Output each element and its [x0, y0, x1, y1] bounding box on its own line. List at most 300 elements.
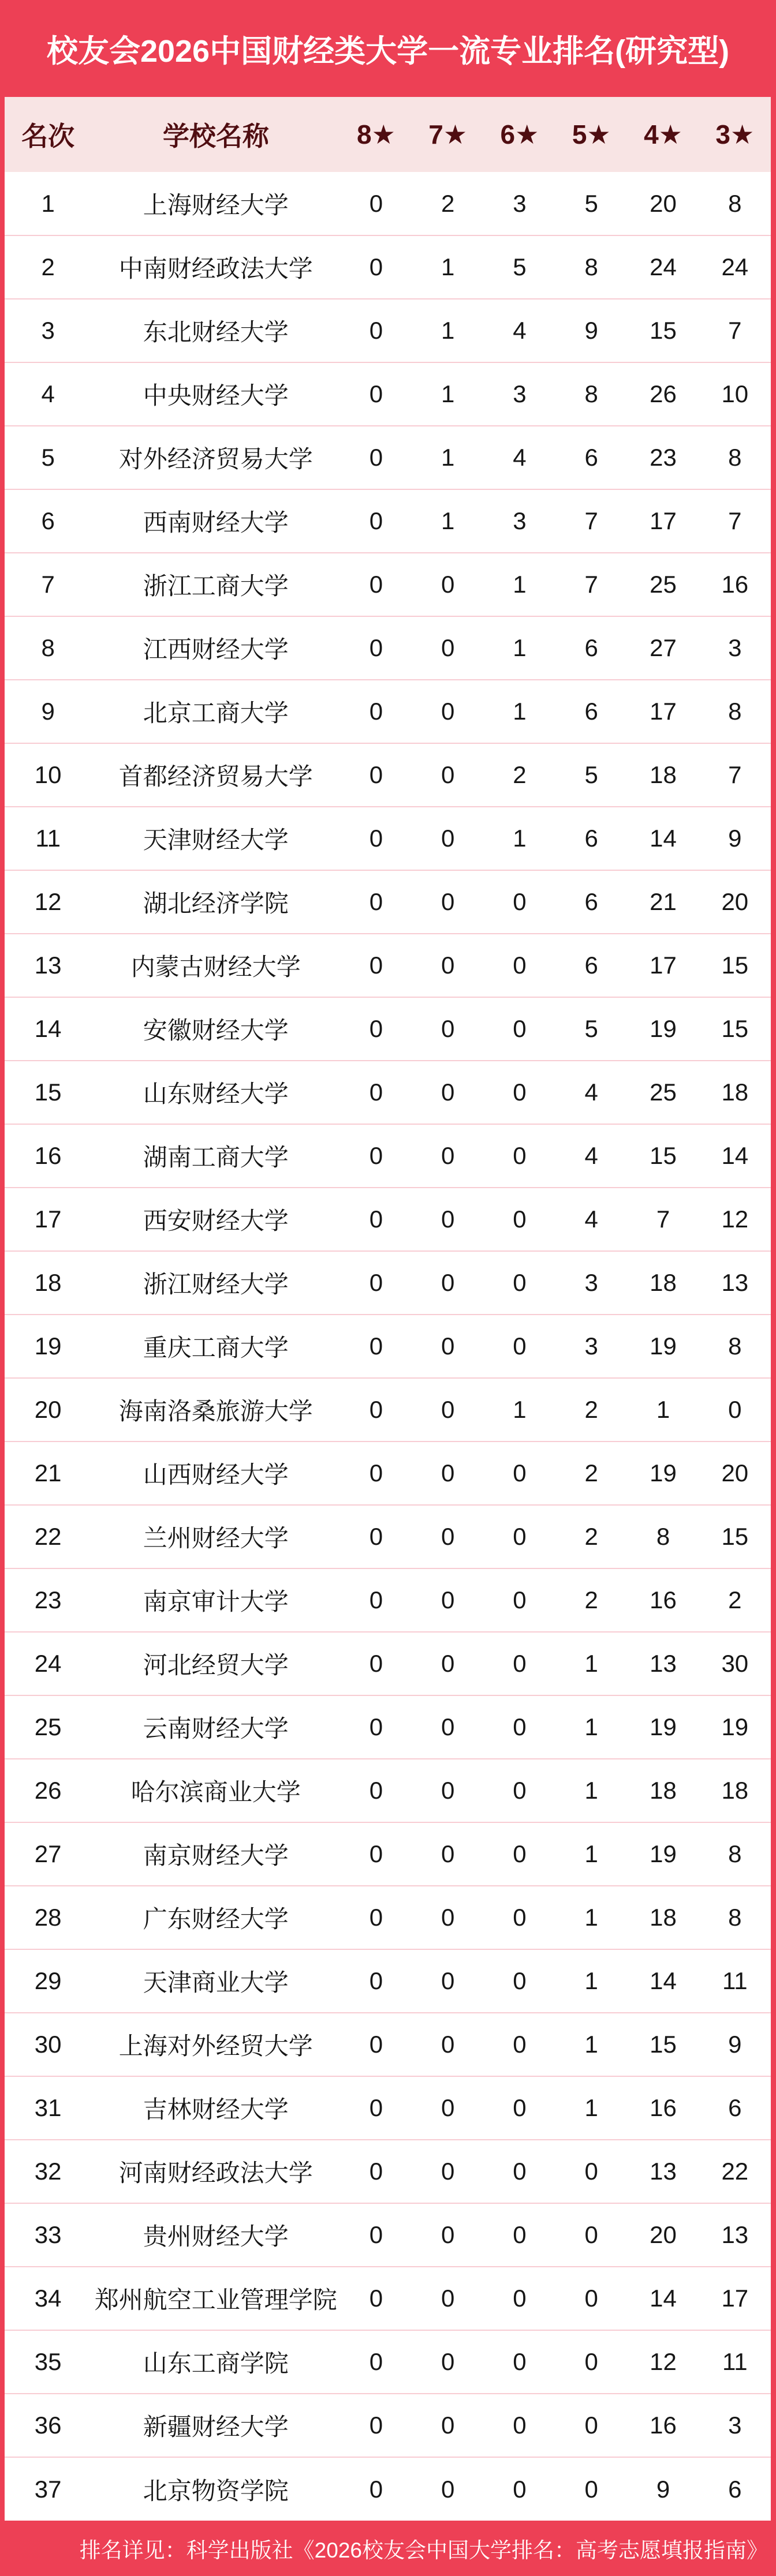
- star-count-cell-6star: 0: [484, 1568, 555, 1632]
- star-count-cell-4star: 19: [627, 997, 699, 1061]
- star-count-cell-3star: 11: [699, 2330, 771, 2394]
- rank-cell: 11: [5, 807, 91, 870]
- star-count-cell-8star: 0: [340, 299, 412, 362]
- star-count-cell-4star: 18: [627, 743, 699, 807]
- star-count-cell-3star: 24: [699, 235, 771, 299]
- star-count-cell-8star: 0: [340, 235, 412, 299]
- star-count-cell-4star: 16: [627, 2394, 699, 2457]
- star-count-cell-4star: 19: [627, 1441, 699, 1505]
- star-count-cell-6star: 0: [484, 1759, 555, 1822]
- star-count-cell-6star: 3: [513, 189, 527, 217]
- star-count-cell-8star: 0: [340, 1568, 412, 1632]
- star-count-cell-8star: 0: [340, 807, 412, 870]
- school-name-cell: 兰州财经大学: [91, 1505, 340, 1568]
- column-header-4star: 4★: [644, 119, 682, 149]
- star-count-cell-3star: 18: [699, 1759, 771, 1822]
- school-name-cell: 北京物资学院: [91, 2457, 340, 2521]
- rank-cell: 4: [5, 362, 91, 426]
- star-count-cell-4star: 18: [627, 1759, 699, 1822]
- table-row: [5, 2140, 771, 2203]
- star-count-cell-6star: 3: [484, 362, 555, 426]
- star-count-cell-3star: 8: [699, 1822, 771, 1886]
- star-count-cell-6star: 0: [484, 2013, 555, 2076]
- star-count-cell-3star: 7: [699, 489, 771, 553]
- star-count-cell-7star: 0: [412, 553, 484, 616]
- star-count-cell-4star: 7: [627, 1188, 699, 1251]
- star-count-cell-3star: 3: [699, 616, 771, 680]
- star-count-cell-7star: 0: [412, 997, 484, 1061]
- table-row: [5, 2330, 771, 2394]
- star-count-cell-8star: 0: [340, 1695, 412, 1759]
- star-count-cell-8star: 0: [340, 2330, 412, 2394]
- star-count-cell-8star: 0: [340, 2267, 412, 2330]
- star-count-cell-6star: 0: [484, 1695, 555, 1759]
- table-row: [5, 1505, 771, 1568]
- rank-cell: 5: [5, 426, 91, 489]
- star-count-cell-6star: 0: [484, 1949, 555, 2013]
- star-count-cell-7star: 0: [412, 934, 484, 997]
- star-count-cell-5star: 7: [555, 489, 627, 553]
- star-count-cell-3star: 7: [699, 743, 771, 807]
- star-count-cell-3star: 9: [699, 2013, 771, 2076]
- table-row: [5, 1251, 771, 1315]
- table-row: [5, 2267, 771, 2330]
- column-header-school: 学校名称: [162, 121, 269, 151]
- column-header-5star: 5★: [572, 119, 611, 149]
- star-count-cell-6star: 5: [484, 235, 555, 299]
- star-count-cell-5star: 2: [555, 1505, 627, 1568]
- rank-cell: 31: [5, 2076, 91, 2140]
- star-count-cell-5star: 8: [555, 235, 627, 299]
- star-count-cell-4star: 8: [627, 1505, 699, 1568]
- star-count-cell-8star: 0: [340, 1505, 412, 1568]
- rank-cell: 19: [5, 1315, 91, 1378]
- star-count-cell-7star: 1: [412, 489, 484, 553]
- column-header-8star: 8★: [357, 119, 396, 149]
- school-name-cell: 内蒙古财经大学: [91, 934, 340, 997]
- star-count-cell-6star: 0: [484, 2140, 555, 2203]
- star-count-cell-3star: 30: [699, 1632, 771, 1695]
- star-count-cell-5star: 6: [555, 807, 627, 870]
- star-count-cell-4star: 19: [627, 1695, 699, 1759]
- rank-cell: 30: [5, 2013, 91, 2076]
- rank-cell: 29: [5, 1949, 91, 2013]
- star-count-cell-8star: 0: [340, 2394, 412, 2457]
- star-count-cell-7star: 0: [412, 1759, 484, 1822]
- star-count-cell-3star: 15: [699, 1505, 771, 1568]
- star-count-cell-8star: 0: [369, 189, 383, 217]
- star-count-cell-8star: 0: [340, 1759, 412, 1822]
- star-count-cell-3star: 8: [699, 1886, 771, 1949]
- star-count-cell-8star: 0: [340, 1061, 412, 1124]
- rank-cell: 8: [5, 616, 91, 680]
- star-count-cell-7star: 0: [412, 2457, 484, 2521]
- star-count-cell-8star: 0: [340, 2457, 412, 2521]
- star-count-cell-8star: 0: [340, 1124, 412, 1188]
- table-row: [5, 172, 771, 235]
- star-count-cell-6star: 0: [484, 934, 555, 997]
- star-count-cell-7star: 0: [412, 1188, 484, 1251]
- rank-cell: 16: [5, 1124, 91, 1188]
- star-count-cell-4star: 27: [627, 616, 699, 680]
- school-name-cell: 郑州航空工业管理学院: [91, 2267, 340, 2330]
- column-header-3star: 3★: [715, 119, 755, 149]
- school-name-cell: 山东财经大学: [91, 1061, 340, 1124]
- school-name-cell: 北京工商大学: [91, 680, 340, 743]
- star-count-cell-8star: 0: [340, 2203, 412, 2267]
- star-count-cell-7star: 0: [412, 616, 484, 680]
- star-count-cell-4star: 18: [627, 1886, 699, 1949]
- star-count-cell-8star: 0: [340, 553, 412, 616]
- star-count-cell-5star: 4: [555, 1188, 627, 1251]
- table-row: [5, 299, 771, 362]
- school-name-cell: 对外经济贸易大学: [91, 426, 340, 489]
- column-header-7star: 7★: [428, 119, 468, 149]
- rank-cell: 15: [5, 1061, 91, 1124]
- school-name-cell: 河北经贸大学: [91, 1632, 340, 1695]
- table-row: [5, 553, 771, 616]
- star-count-cell-4star: 14: [627, 1949, 699, 2013]
- star-count-cell-7star: 0: [412, 1505, 484, 1568]
- table-row: [5, 426, 771, 489]
- star-count-cell-4star: 17: [627, 489, 699, 553]
- school-name-cell: 南京审计大学: [91, 1568, 340, 1632]
- table-body: [5, 172, 771, 2521]
- table-row: [5, 1061, 771, 1124]
- star-count-cell-6star: 2: [484, 743, 555, 807]
- table-row: [5, 1188, 771, 1251]
- star-count-cell-3star: 20: [699, 870, 771, 934]
- school-name-cell: 天津财经大学: [91, 807, 340, 870]
- star-count-cell-3star: 8: [728, 189, 742, 217]
- star-count-cell-3star: 16: [699, 553, 771, 616]
- star-count-cell-6star: 0: [484, 1124, 555, 1188]
- star-count-cell-7star: 0: [412, 1568, 484, 1632]
- star-count-cell-7star: 0: [412, 1695, 484, 1759]
- rank-cell: 1: [41, 189, 55, 217]
- school-name-cell: 天津商业大学: [91, 1949, 340, 2013]
- table-row: [5, 680, 771, 743]
- star-count-cell-7star: 0: [412, 1251, 484, 1315]
- rank-cell: 37: [5, 2457, 91, 2521]
- star-count-cell-8star: 0: [340, 1441, 412, 1505]
- rank-cell: 21: [5, 1441, 91, 1505]
- star-count-cell-7star: 0: [412, 680, 484, 743]
- table-row: [5, 1124, 771, 1188]
- table-row: [5, 1315, 771, 1378]
- rank-cell: 35: [5, 2330, 91, 2394]
- school-name-cell: 河南财经政法大学: [91, 2140, 340, 2203]
- star-count-cell-4star: 14: [627, 2267, 699, 2330]
- school-name-cell: 哈尔滨商业大学: [91, 1759, 340, 1822]
- rank-cell: 34: [5, 2267, 91, 2330]
- star-count-cell-5star: 0: [555, 2203, 627, 2267]
- star-count-cell-6star: 0: [484, 1822, 555, 1886]
- rank-cell: 3: [5, 299, 91, 362]
- table-row: [5, 1822, 771, 1886]
- star-count-cell-6star: 1: [484, 807, 555, 870]
- table-row: [5, 743, 771, 807]
- rank-cell: 20: [5, 1378, 91, 1441]
- title-banner: [0, 0, 776, 97]
- star-count-cell-8star: 0: [340, 2076, 412, 2140]
- star-count-cell-6star: 1: [484, 616, 555, 680]
- star-count-cell-7star: 0: [412, 2076, 484, 2140]
- star-count-cell-7star: 1: [412, 299, 484, 362]
- star-count-cell-6star: 0: [484, 2203, 555, 2267]
- rank-cell: 13: [5, 934, 91, 997]
- star-count-cell-7star: 0: [412, 1632, 484, 1695]
- star-count-cell-7star: 0: [412, 1315, 484, 1378]
- star-count-cell-6star: 3: [484, 489, 555, 553]
- star-count-cell-4star: 15: [627, 2013, 699, 2076]
- ranking-table: [5, 97, 771, 2521]
- star-count-cell-5star: 6: [555, 426, 627, 489]
- star-count-cell-4star: 1: [627, 1378, 699, 1441]
- star-count-cell-4star: 20: [627, 2203, 699, 2267]
- star-count-cell-3star: 2: [699, 1568, 771, 1632]
- star-count-cell-7star: 1: [412, 362, 484, 426]
- star-count-cell-3star: 17: [699, 2267, 771, 2330]
- star-count-cell-4star: 25: [627, 553, 699, 616]
- column-header-rank: 名次: [21, 121, 75, 151]
- star-count-cell-3star: 14: [699, 1124, 771, 1188]
- star-count-cell-4star: 17: [627, 680, 699, 743]
- school-name-cell: 山西财经大学: [91, 1441, 340, 1505]
- star-count-cell-7star: 0: [412, 2140, 484, 2203]
- star-count-cell-8star: 0: [340, 1251, 412, 1315]
- star-count-cell-6star: 0: [484, 1188, 555, 1251]
- school-name-cell: 重庆工商大学: [91, 1315, 340, 1378]
- school-name-cell: 上海财经大学: [143, 191, 289, 219]
- rank-cell: 33: [5, 2203, 91, 2267]
- star-count-cell-7star: 1: [412, 426, 484, 489]
- school-name-cell: 海南洛桑旅游大学: [91, 1378, 340, 1441]
- star-count-cell-3star: 22: [699, 2140, 771, 2203]
- star-count-cell-4star: 13: [627, 1632, 699, 1695]
- star-count-cell-3star: 6: [699, 2457, 771, 2521]
- star-count-cell-6star: 0: [484, 2330, 555, 2394]
- star-count-cell-4star: 20: [650, 189, 677, 217]
- table-row: [5, 2394, 771, 2457]
- star-count-cell-4star: 26: [627, 362, 699, 426]
- school-name-cell: 云南财经大学: [91, 1695, 340, 1759]
- rank-cell: 9: [5, 680, 91, 743]
- star-count-cell-7star: 0: [412, 1061, 484, 1124]
- star-count-cell-5star: 1: [555, 1759, 627, 1822]
- star-count-cell-7star: 0: [412, 1949, 484, 2013]
- star-count-cell-3star: 11: [699, 1949, 771, 2013]
- star-count-cell-3star: 8: [699, 426, 771, 489]
- rank-cell: 25: [5, 1695, 91, 1759]
- table-header-row: [5, 97, 771, 172]
- table-row: [5, 1886, 771, 1949]
- star-count-cell-7star: 0: [412, 807, 484, 870]
- star-count-cell-3star: 15: [699, 997, 771, 1061]
- star-count-cell-5star: 2: [555, 1441, 627, 1505]
- school-name-cell: 江西财经大学: [91, 616, 340, 680]
- rank-cell: 26: [5, 1759, 91, 1822]
- star-count-cell-8star: 0: [340, 616, 412, 680]
- star-count-cell-7star: 0: [412, 1441, 484, 1505]
- star-count-cell-6star: 0: [484, 2457, 555, 2521]
- star-count-cell-5star: 3: [555, 1315, 627, 1378]
- table-row: [5, 1378, 771, 1441]
- star-count-cell-3star: 15: [699, 934, 771, 997]
- star-count-cell-4star: 19: [627, 1822, 699, 1886]
- star-count-cell-7star: 0: [412, 2394, 484, 2457]
- star-count-cell-8star: 0: [340, 1822, 412, 1886]
- star-count-cell-5star: 6: [555, 680, 627, 743]
- school-name-cell: 湖南工商大学: [91, 1124, 340, 1188]
- star-count-cell-4star: 17: [627, 934, 699, 997]
- school-name-cell: 中央财经大学: [91, 362, 340, 426]
- star-count-cell-3star: 3: [699, 2394, 771, 2457]
- table-row: [5, 235, 771, 299]
- column-header-6star: 6★: [500, 119, 539, 149]
- star-count-cell-4star: 23: [627, 426, 699, 489]
- table-row: [5, 1759, 771, 1822]
- star-count-cell-6star: 0: [484, 2267, 555, 2330]
- star-count-cell-8star: 0: [340, 1188, 412, 1251]
- star-count-cell-5star: 0: [555, 2267, 627, 2330]
- table-row: [5, 934, 771, 997]
- footer-note: 排名详见：科学出版社《2026校友会中国大学排名：高考志愿填报指南》: [79, 2538, 768, 2562]
- star-count-cell-4star: 15: [627, 299, 699, 362]
- school-name-cell: 贵州财经大学: [91, 2203, 340, 2267]
- star-count-cell-4star: 25: [627, 1061, 699, 1124]
- star-count-cell-7star: 0: [412, 743, 484, 807]
- star-count-cell-5star: 3: [555, 1251, 627, 1315]
- star-count-cell-3star: 13: [699, 2203, 771, 2267]
- star-count-cell-5star: 5: [584, 189, 598, 217]
- rank-cell: 17: [5, 1188, 91, 1251]
- star-count-cell-5star: 1: [555, 1886, 627, 1949]
- star-count-cell-8star: 0: [340, 426, 412, 489]
- school-name-cell: 吉林财经大学: [91, 2076, 340, 2140]
- table-row: [5, 1632, 771, 1695]
- star-count-cell-6star: 0: [484, 1441, 555, 1505]
- table-row: [5, 2013, 771, 2076]
- star-count-cell-5star: 2: [555, 1568, 627, 1632]
- star-count-cell-5star: 1: [555, 1822, 627, 1886]
- table-row: [5, 870, 771, 934]
- table-row: [5, 1441, 771, 1505]
- star-count-cell-3star: 6: [699, 2076, 771, 2140]
- star-count-cell-5star: 4: [555, 1061, 627, 1124]
- star-count-cell-5star: 5: [555, 743, 627, 807]
- school-name-cell: 上海对外经贸大学: [91, 2013, 340, 2076]
- star-count-cell-5star: 1: [555, 1632, 627, 1695]
- star-count-cell-3star: 0: [699, 1378, 771, 1441]
- star-count-cell-3star: 8: [699, 1315, 771, 1378]
- star-count-cell-4star: 12: [627, 2330, 699, 2394]
- star-count-cell-8star: 0: [340, 2013, 412, 2076]
- star-count-cell-8star: 0: [340, 1949, 412, 2013]
- star-count-cell-7star: 1: [412, 235, 484, 299]
- school-name-cell: 中南财经政法大学: [91, 235, 340, 299]
- star-count-cell-6star: 0: [484, 1061, 555, 1124]
- star-count-cell-7star: 0: [412, 1378, 484, 1441]
- rank-cell: 6: [5, 489, 91, 553]
- star-count-cell-6star: 0: [484, 1632, 555, 1695]
- school-name-cell: 新疆财经大学: [91, 2394, 340, 2457]
- star-count-cell-3star: 7: [699, 299, 771, 362]
- table-row: [5, 1568, 771, 1632]
- star-count-cell-5star: 0: [555, 2140, 627, 2203]
- star-count-cell-8star: 0: [340, 2140, 412, 2203]
- star-count-cell-3star: 8: [699, 680, 771, 743]
- star-count-cell-5star: 2: [555, 1378, 627, 1441]
- star-count-cell-8star: 0: [340, 362, 412, 426]
- table-row: [5, 2203, 771, 2267]
- star-count-cell-6star: 1: [484, 553, 555, 616]
- star-count-cell-3star: 10: [699, 362, 771, 426]
- star-count-cell-5star: 9: [555, 299, 627, 362]
- star-count-cell-4star: 16: [627, 1568, 699, 1632]
- table-row: [5, 1949, 771, 2013]
- school-name-cell: 山东工商学院: [91, 2330, 340, 2394]
- table-row: [5, 997, 771, 1061]
- star-count-cell-5star: 1: [555, 2076, 627, 2140]
- star-count-cell-5star: 0: [555, 2394, 627, 2457]
- star-count-cell-6star: 0: [484, 1315, 555, 1378]
- star-count-cell-4star: 24: [627, 235, 699, 299]
- star-count-cell-3star: 19: [699, 1695, 771, 1759]
- page-title: 校友会2026中国财经类大学一流专业排名(研究型): [46, 33, 730, 69]
- star-count-cell-5star: 5: [555, 997, 627, 1061]
- table-row: [5, 1695, 771, 1759]
- star-count-cell-5star: 6: [555, 616, 627, 680]
- rank-cell: 36: [5, 2394, 91, 2457]
- star-count-cell-4star: 21: [627, 870, 699, 934]
- star-count-cell-5star: 0: [555, 2330, 627, 2394]
- star-count-cell-5star: 6: [555, 934, 627, 997]
- star-count-cell-3star: 13: [699, 1251, 771, 1315]
- rank-cell: 18: [5, 1251, 91, 1315]
- star-count-cell-5star: 6: [555, 870, 627, 934]
- school-name-cell: 浙江财经大学: [91, 1251, 340, 1315]
- star-count-cell-8star: 0: [340, 489, 412, 553]
- star-count-cell-4star: 9: [627, 2457, 699, 2521]
- ranking-table-container: [5, 97, 771, 2521]
- table-row: [5, 489, 771, 553]
- star-count-cell-6star: 0: [484, 1886, 555, 1949]
- school-name-cell: 浙江工商大学: [91, 553, 340, 616]
- star-count-cell-6star: 0: [484, 2394, 555, 2457]
- rank-cell: 27: [5, 1822, 91, 1886]
- school-name-cell: 东北财经大学: [91, 299, 340, 362]
- star-count-cell-8star: 0: [340, 997, 412, 1061]
- star-count-cell-4star: 13: [627, 2140, 699, 2203]
- star-count-cell-8star: 0: [340, 1886, 412, 1949]
- star-count-cell-7star: 0: [412, 1822, 484, 1886]
- star-count-cell-7star: 0: [412, 870, 484, 934]
- table-row: [5, 2076, 771, 2140]
- star-count-cell-6star: 0: [484, 870, 555, 934]
- star-count-cell-7star: 2: [441, 189, 455, 217]
- star-count-cell-6star: 0: [484, 997, 555, 1061]
- star-count-cell-4star: 16: [627, 2076, 699, 2140]
- star-count-cell-6star: 1: [484, 680, 555, 743]
- star-count-cell-6star: 0: [484, 1251, 555, 1315]
- star-count-cell-7star: 0: [412, 2203, 484, 2267]
- star-count-cell-6star: 0: [484, 1505, 555, 1568]
- rank-cell: 12: [5, 870, 91, 934]
- star-count-cell-4star: 15: [627, 1124, 699, 1188]
- school-name-cell: 首都经济贸易大学: [91, 743, 340, 807]
- star-count-cell-6star: 4: [484, 426, 555, 489]
